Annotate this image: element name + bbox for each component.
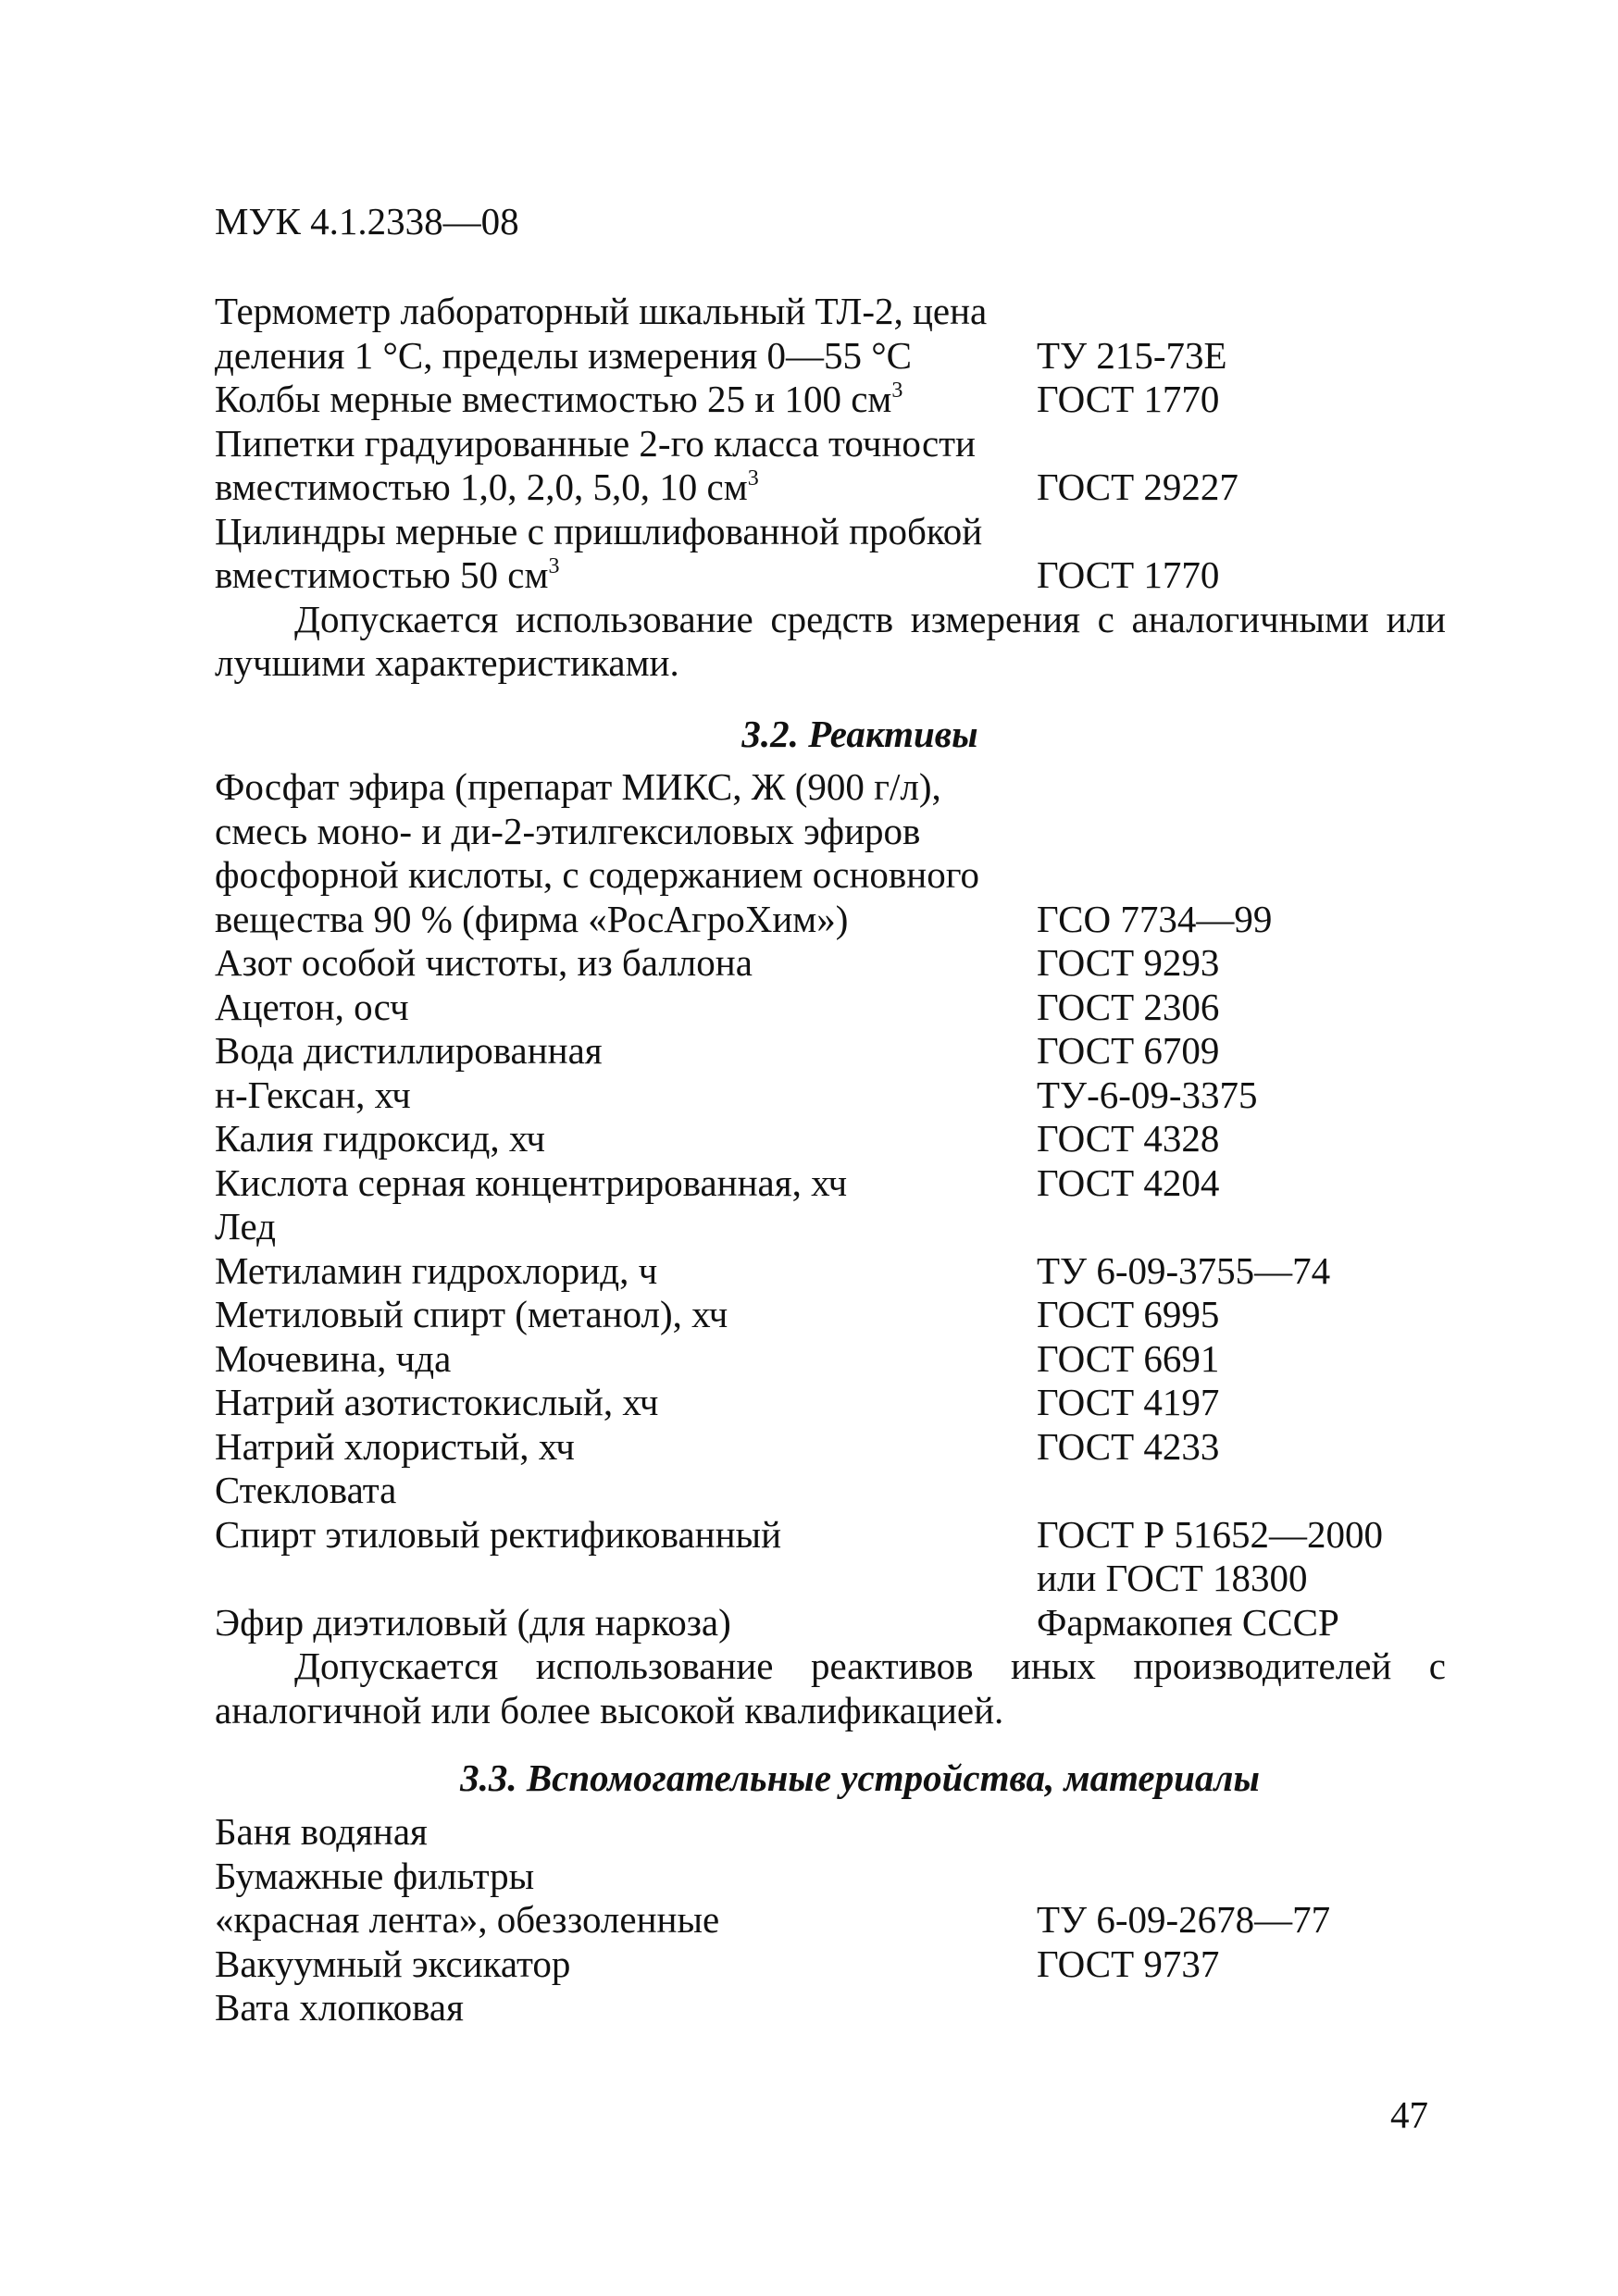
list-item xyxy=(215,1249,1446,1294)
item-standard: ГОСТ 1770 xyxy=(1037,378,1220,420)
item-standard: ТУ-6-09-3375 xyxy=(1037,1073,1258,1116)
item-name: «красная лента», обеззоленные xyxy=(215,1898,720,1941)
item-name: Бумажные фильтры xyxy=(215,1854,535,1897)
item-name: Баня водяная xyxy=(215,1810,428,1853)
list-item xyxy=(215,510,1446,554)
item-name-wrap xyxy=(215,378,1037,422)
list-item xyxy=(215,1469,1446,1513)
item-standard: ГОСТ 6709 xyxy=(1037,1029,1220,1072)
item-name: Пипетки градуированные 2-го класса точности xyxy=(215,421,977,465)
item-standard: ТУ 6-09-3755—74 xyxy=(1037,1248,1331,1292)
item-name: Вакуумный эксикатор xyxy=(215,1942,571,1985)
list-item xyxy=(215,1117,1446,1161)
list-item xyxy=(215,1293,1446,1337)
list-item xyxy=(215,986,1446,1030)
list-item xyxy=(215,1205,1446,1249)
item-name: Мочевина, чда xyxy=(215,1336,452,1380)
list-item xyxy=(215,1161,1446,1206)
item-standard: ГОСТ 29227 xyxy=(1037,465,1238,508)
item-name: н-Гексан, хч xyxy=(215,1073,411,1116)
item-standard: ГОСТ 9737 xyxy=(1037,1942,1220,1985)
item-standard: ГОСТ 1770 xyxy=(1037,553,1220,596)
list-item xyxy=(215,1029,1446,1074)
note-paragraph: Допускается использование реактивов иных производителей с аналогичной или более высокой квалификацией. xyxy=(215,1644,1446,1731)
item-standard: ГОСТ 4233 xyxy=(1037,1424,1220,1468)
list-item xyxy=(215,1986,1446,2030)
list-item xyxy=(215,853,1446,898)
list-item xyxy=(215,1855,1446,1899)
item-name: вещества 90 % (фирма «РосАгроХим») xyxy=(215,897,849,940)
list-item xyxy=(215,1601,1446,1645)
item-name: Метиловый спирт (метанол), хч xyxy=(215,1293,728,1335)
unit-superscript: 3 xyxy=(747,466,759,490)
measuring-instruments-list xyxy=(215,290,1446,686)
list-item xyxy=(215,1425,1446,1470)
list-item xyxy=(215,1898,1446,1942)
list-item xyxy=(215,1513,1446,1558)
list-item xyxy=(215,1942,1446,1987)
list-item xyxy=(215,898,1446,942)
list-item xyxy=(215,465,1446,510)
item-name: Метиламин гидрохлорид, ч xyxy=(215,1248,658,1292)
unit-superscript: 3 xyxy=(548,554,560,578)
item-name-wrap xyxy=(215,553,1037,598)
item-standard: ТУ 6-09-2678—77 xyxy=(1037,1898,1331,1941)
item-name-wrap xyxy=(215,465,1037,510)
item-name: Фосфат эфира (препарат МИКС, Ж (900 г/л), xyxy=(215,765,941,808)
document-code: МУК 4.1.2338—08 xyxy=(215,200,519,242)
list-item xyxy=(215,334,1446,379)
list-item xyxy=(215,378,1446,422)
page-number: 47 xyxy=(1390,2093,1428,2136)
list-item xyxy=(215,810,1446,854)
section-title-reagents: 3.2. Реактивы xyxy=(741,713,978,755)
item-standard: ГОСТ 6691 xyxy=(1037,1336,1220,1380)
list-item xyxy=(215,941,1446,986)
item-standard: или ГОСТ 18300 xyxy=(1037,1557,1308,1599)
list-item xyxy=(215,290,1446,334)
item-name: Натрий хлористый, хч xyxy=(215,1424,575,1468)
item-name: Колбы мерные вместимостью 25 и 100 см xyxy=(215,378,892,420)
item-name: Цилиндры мерные с пришлифованной пробкой xyxy=(215,509,983,552)
item-standard: ГОСТ 4204 xyxy=(1037,1160,1220,1204)
item-name: смесь моно- и ди-2-этилгексиловых эфиров xyxy=(215,809,921,852)
auxiliary-list xyxy=(215,1810,1446,2030)
item-standard: ГОСТ 9293 xyxy=(1037,941,1220,984)
item-name: Термометр лабораторный шкальный ТЛ-2, цена xyxy=(215,290,988,332)
unit-superscript: 3 xyxy=(891,379,903,403)
list-item xyxy=(215,1810,1446,1855)
item-standard: Фармакопея СССР xyxy=(1037,1600,1339,1644)
list-item xyxy=(215,1074,1446,1118)
item-standard: ТУ 215-73Е xyxy=(1037,333,1227,377)
note-paragraph: Допускается использование средств измерения с аналогичными или лучшими характеристиками. xyxy=(215,597,1446,684)
item-name: Вата хлопковая xyxy=(215,1986,464,2029)
list-item xyxy=(215,765,1446,810)
section-title-auxiliary: 3.3. Вспомогательные устройства, материалы xyxy=(460,1756,1260,1799)
list-item xyxy=(215,1337,1446,1382)
list-item xyxy=(215,1557,1446,1601)
item-standard: ГОСТ 4197 xyxy=(1037,1381,1220,1423)
item-name: Эфир диэтиловый (для наркоза) xyxy=(215,1600,731,1644)
reagents-list xyxy=(215,765,1446,1732)
item-name: Ацетон, осч xyxy=(215,985,409,1028)
item-name: Лед xyxy=(215,1205,277,1247)
item-standard: ГОСТ Р 51652—2000 xyxy=(1037,1512,1383,1556)
item-name: Калия гидроксид, хч xyxy=(215,1117,545,1160)
item-name: вместимостью 50 см xyxy=(215,553,549,596)
item-name: Вода дистиллированная xyxy=(215,1029,603,1072)
item-name xyxy=(215,1557,1037,1601)
item-name: Спирт этиловый ректификованный xyxy=(215,1512,782,1556)
item-name: Азот особой чистоты, из баллона xyxy=(215,941,753,984)
list-item xyxy=(215,553,1446,598)
item-name: Стекловата xyxy=(215,1469,397,1511)
item-standard: ГОСТ 6995 xyxy=(1037,1293,1220,1335)
item-name: вместимостью 1,0, 2,0, 5,0, 10 см xyxy=(215,465,748,508)
item-standard: ГСО 7734—99 xyxy=(1037,897,1273,940)
item-name: Натрий азотистокислый, хч xyxy=(215,1381,659,1423)
item-name: Кислота серная концентрированная, хч xyxy=(215,1160,848,1204)
list-item xyxy=(215,422,1446,466)
item-standard: ГОСТ 2306 xyxy=(1037,985,1220,1028)
list-item xyxy=(215,1381,1446,1425)
item-name: фосфорной кислоты, с содержанием основного xyxy=(215,853,980,896)
item-standard: ГОСТ 4328 xyxy=(1037,1117,1220,1160)
item-name: деления 1 °С, пределы измерения 0—55 °С xyxy=(215,333,912,377)
